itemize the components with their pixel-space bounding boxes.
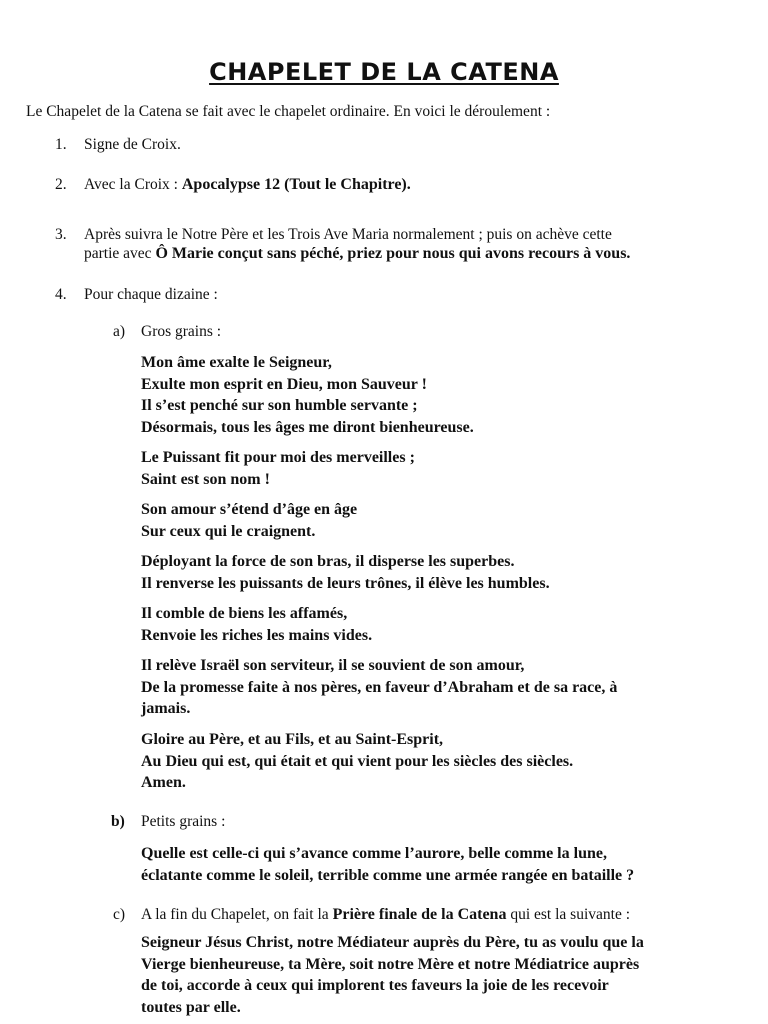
verse-line: Saint est son nom ! [141, 470, 270, 488]
magnificat-stanza-6 [141, 655, 617, 720]
verse-line: Désormais, tous les âges me diront bienheureuse. [141, 418, 474, 436]
verse-line: Il renverse les puissants de leurs trônes, il élève les humbles. [141, 574, 550, 592]
verse-line: Au Dieu qui est, qui était et qui vient pour les siècles des siècles. [141, 752, 574, 770]
step-2-number: 2. [55, 176, 67, 193]
verse-line: Amen. [141, 774, 186, 791]
page-title: CHAPELET DE LA CATENA [209, 58, 559, 86]
step-2-text: Avec la Croix : [84, 176, 182, 193]
magnificat-stanza-5 [141, 603, 372, 646]
verse-line: Il s’est penché sur son humble servante ; [141, 397, 418, 414]
step-3-bold: Ô Marie conçut sans péché, priez pour nous qui avons recours à vous. [155, 245, 631, 262]
sub-c-label: c) [113, 906, 126, 923]
verse-line: Sur ceux qui le craignent. [141, 522, 316, 540]
verse-line: Il comble de biens les affamés, [141, 605, 348, 622]
final-prayer [141, 932, 644, 1018]
step-2-bold: Apocalypse 12 (Tout le Chapitre). [181, 176, 411, 193]
magnificat-stanza-3 [141, 499, 357, 542]
magnificat-stanza-1 [141, 352, 474, 438]
prayer-line: toutes par elle. [141, 998, 241, 1016]
step-3-line-2 [84, 244, 630, 264]
verse-line: Exulte mon esprit en Dieu, mon Sauveur ! [141, 375, 427, 393]
sub-b-text: Petits grains : [141, 813, 226, 830]
step-4-text: Pour chaque dizaine : [84, 286, 218, 303]
step-4-number: 4. [55, 286, 67, 303]
step-3-line-1: Après suivra le Notre Père et les Trois Ave Maria normalement ; puis on achève cette [84, 226, 612, 243]
verse-line: Il relève Israël son serviteur, il se souvient de son amour, [141, 657, 525, 674]
magnificat-stanza-2 [141, 447, 415, 490]
verse-line: Son amour s’étend d’âge en âge [141, 501, 358, 518]
magnificat-stanza-4 [141, 551, 550, 594]
sub-c-after: qui est la suivante : [506, 906, 630, 923]
sub-c-line [141, 905, 630, 925]
verse-line: Mon âme exalte le Seigneur, [141, 354, 332, 371]
verse-line: De la promesse faite à nos pères, en faveur d’Abraham et de sa race, à [141, 678, 618, 696]
step-2-line [84, 175, 411, 195]
prayer-line: Seigneur Jésus Christ, notre Médiateur auprès du Père, tu as voulu que la [141, 934, 644, 951]
verse-line: Renvoie les riches les mains vides. [141, 626, 373, 644]
step-3-text: partie avec [84, 245, 156, 262]
step-1-number: 1. [55, 136, 67, 153]
magnificat-doxology [141, 729, 573, 794]
verse-line: Gloire au Père, et au Fils, et au Saint-Esprit, [141, 731, 444, 748]
intro-text: Le Chapelet de la Catena se fait avec le chapelet ordinaire. En voici le déroulement : [26, 103, 551, 120]
prayer-line: Vierge bienheureuse, ta Mère, soit notre Mère et notre Médiatrice auprès [141, 955, 640, 973]
verse-line: jamais. [141, 700, 191, 717]
sub-c-text: A la fin du Chapelet, on fait la [141, 906, 333, 923]
verse-line: Le Puissant fit pour moi des merveilles ; [141, 449, 415, 466]
petits-grains-prayer [141, 843, 634, 886]
prayer-line: éclatante comme le soleil, terrible comme une armée rangée en bataille ? [141, 866, 635, 884]
verse-line: Déployant la force de son bras, il disperse les superbes. [141, 553, 515, 570]
step-1-text: Signe de Croix. [84, 136, 181, 153]
sub-b-label: b) [111, 813, 125, 830]
sub-c-bold: Prière finale de la Catena [332, 906, 507, 923]
sub-a-label: a) [113, 323, 126, 340]
sub-a-text: Gros grains : [141, 323, 222, 340]
step-3-number: 3. [55, 226, 67, 243]
prayer-line: Quelle est celle-ci qui s’avance comme l’aurore, belle comme la lune, [141, 845, 607, 862]
prayer-line: de toi, accorde à ceux qui implorent tes faveurs la joie de les recevoir [141, 977, 609, 994]
